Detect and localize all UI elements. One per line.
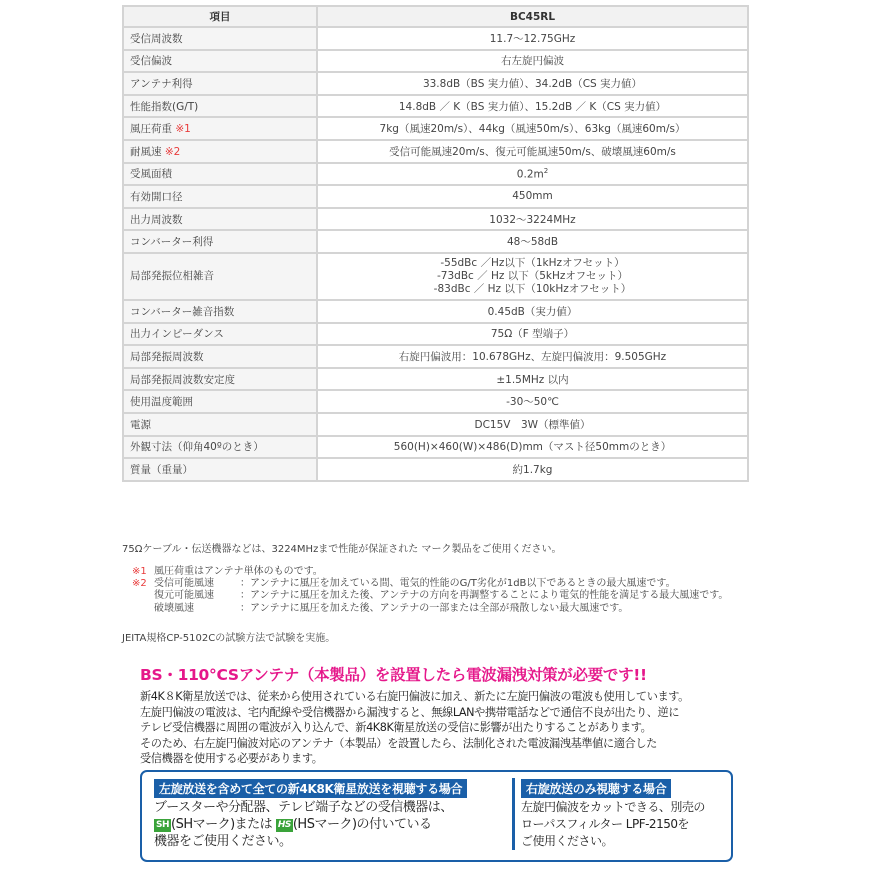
footnote-mark: ※1 — [175, 123, 191, 136]
footnote-mark: ※1 — [132, 566, 147, 577]
table-row — [123, 413, 748, 436]
right-broadcast-section — [512, 778, 731, 850]
warning-line: そのため、右左旋円偏波対応のアンテナ（本製品）を設置したら、法制化された電波漏洩基準値に適合した — [140, 736, 657, 750]
footnote-term: 破壊風速 — [154, 602, 194, 614]
table-row — [123, 163, 748, 186]
row-label: 受風面積 — [130, 168, 172, 181]
row-value: 約1.7kg — [317, 458, 748, 481]
table-row — [123, 72, 748, 95]
warning-line: テレビ受信機器に周囲の電波が入り込んで、新4K8K衛星放送の受信に影響が出たりすることがあります。 — [140, 721, 652, 734]
value-text: 0.2m — [516, 168, 544, 181]
footnote-2b — [132, 590, 728, 602]
footnote-2c — [132, 603, 728, 615]
footnote-mark: ※2 — [164, 145, 181, 158]
row-value: -30～50℃ — [317, 390, 748, 413]
footnote-mark — [132, 603, 154, 615]
spec-table-header — [123, 6, 748, 27]
body-line: (HSマーク)の付いている — [292, 817, 432, 832]
table-row — [123, 208, 748, 231]
footnote-text: ：アンテナに風圧を加えている間、電気的性能のG/T劣化が1dB以下であるときの最大風速です。 — [240, 578, 676, 590]
footnote-mark — [132, 590, 154, 602]
header-model: BC45RL — [317, 6, 748, 27]
row-value — [317, 253, 748, 300]
footnote-text: ：アンテナに風圧を加えた後、アンテナの方向を再調整することにより電気的性能を満足する最大風速です。 — [240, 590, 729, 602]
all-broadcast-section — [154, 778, 509, 850]
row-value: 0.45dB（実力値） — [317, 300, 748, 323]
table-row — [123, 27, 748, 50]
footnote-text: ：アンテナに風圧を加えた後、アンテナの一部または全部が飛散しない最大風速です。 — [240, 602, 629, 614]
row-value: DC15V 3W（標準値） — [317, 413, 748, 436]
warning-line: 受信機器を使用する必要があります。 — [140, 752, 323, 765]
row-value: 33.8dB（BS 実力値）、34.2dB（CS 実力値） — [317, 72, 748, 95]
body-line: (SHマーク)または — [171, 817, 273, 832]
footnote-1 — [132, 566, 728, 578]
footnote-text: 風圧荷重はアンテナ単体のものです。 — [154, 566, 323, 577]
viewing-guide-box — [140, 770, 733, 862]
jeita-note: JEITA規格CP-5102Cの試験方法で試験を実施。 — [122, 633, 336, 644]
table-row — [123, 117, 748, 140]
table-row — [123, 390, 748, 413]
table-row — [123, 300, 748, 323]
value-line: -55dBc ／Hz以下（1kHzオフセット） — [440, 256, 625, 269]
footnotes — [132, 566, 728, 615]
sh-mark-icon: SH — [156, 820, 170, 830]
body-line: ブースターや分配器、テレビ端子などの受信機器は、 — [154, 800, 453, 815]
table-row — [123, 253, 748, 300]
table-row — [123, 436, 748, 459]
row-label: 外観寸法（仰角40ºのとき） — [130, 441, 264, 454]
row-label: 局部発振周波数 — [130, 350, 204, 363]
table-row — [123, 140, 748, 163]
row-label: 出力インピーダンス — [130, 328, 224, 341]
row-value: 75Ω（F 型端子） — [317, 323, 748, 346]
row-value: 11.7～12.75GHz — [317, 27, 748, 50]
table-row — [123, 185, 748, 208]
table-row — [123, 50, 748, 73]
footnote-2 — [132, 578, 728, 590]
section-body — [154, 799, 509, 850]
section-heading: 右旋放送のみ視聴する場合 — [521, 779, 671, 798]
row-label: コンバーター雑音指数 — [130, 305, 235, 318]
footnote-mark: ※2 — [132, 578, 147, 590]
warning-body — [140, 689, 740, 767]
row-label: 局部発振周波数安定度 — [130, 373, 235, 386]
footnote-term: 受信可能風速 — [154, 578, 214, 590]
table-row — [123, 345, 748, 368]
row-value: ±1.5MHz 以内 — [317, 368, 748, 391]
row-value: 7kg（風速20m/s）、44kg（風速50m/s）、63kg（風速60m/s） — [317, 117, 748, 140]
table-row — [123, 323, 748, 346]
row-label: 風圧荷重 — [130, 123, 172, 136]
row-value: 450mm — [317, 185, 748, 208]
warning-title: BS・110°CSアンテナ（本製品）を設置したら電波漏洩対策が必要です!! — [140, 666, 647, 684]
row-value: 48～58dB — [317, 230, 748, 253]
header-item: 項目 — [123, 6, 317, 27]
row-label: 局部発振位相雑音 — [130, 269, 214, 282]
table-row — [123, 230, 748, 253]
row-value: 受信可能風速20m/s、復元可能風速50m/s、破壊風速60m/s — [317, 140, 748, 163]
row-label: アンテナ利得 — [130, 77, 193, 90]
footnote-term: 復元可能風速 — [154, 590, 214, 602]
row-label: 性能指数(G/T) — [130, 100, 199, 113]
row-value: 1032～3224MHz — [317, 208, 748, 231]
cable-note: 75Ωケーブル・伝送機器などは、3224MHzまで性能が保証された マーク製品をご使用ください。 — [122, 544, 562, 555]
hs-mark-icon: HS — [277, 820, 291, 830]
row-value: 14.8dB ／ K（BS 実力値）、15.2dB ／ K（CS 実力値） — [317, 95, 748, 118]
value-line: -83dBc ／ Hz 以下（10kHzオフセット） — [433, 282, 632, 295]
row-label: 受信周波数 — [130, 32, 183, 45]
body-line: 左旋円偏波をカットできる、別売の — [521, 800, 705, 814]
spec-table — [122, 5, 749, 482]
table-row — [123, 368, 748, 391]
row-value — [317, 163, 748, 186]
row-value: 右左旋円偏波 — [317, 50, 748, 73]
warning-line: 新4K８K衛星放送では、従来から使用されている右旋円偏波に加え、新たに左旋円偏波の電波も使用しています。 — [140, 690, 689, 703]
leakage-warning — [140, 663, 740, 767]
body-line: 機器をご使用ください。 — [154, 834, 292, 849]
row-label: 使用温度範囲 — [130, 396, 193, 409]
warning-line: 左旋円偏波の電波は、宅内配線や受信機器から漏洩すると、無線LANや携帯電話などで通信不良が出たり、逆に — [140, 705, 680, 719]
row-label: 有効開口径 — [130, 190, 183, 203]
row-label: 質量（重量） — [130, 463, 193, 476]
superscript: 2 — [543, 167, 549, 176]
section-body — [521, 799, 731, 850]
row-label: 受信偏波 — [130, 55, 172, 68]
body-line: ご使用ください。 — [521, 834, 614, 848]
row-label: コンバーター利得 — [130, 236, 214, 249]
table-row — [123, 95, 748, 118]
body-line: ローパスフィルター LPF-2150を — [521, 817, 689, 831]
row-value: 560(H)×460(W)×486(D)mm（マスト径50mmのとき） — [317, 436, 748, 459]
row-label: 出力周波数 — [130, 213, 183, 226]
row-label: 電源 — [130, 418, 151, 431]
value-line: -73dBc ／ Hz 以下（5kHzオフセット） — [437, 269, 628, 282]
row-label: 耐風速 — [130, 145, 162, 158]
table-row — [123, 458, 748, 481]
row-value: 右旋円偏波用：10.678GHz、左旋円偏波用：9.505GHz — [317, 345, 748, 368]
section-heading: 左旋放送を含めて全ての新4K8K衛星放送を視聴する場合 — [154, 779, 467, 798]
